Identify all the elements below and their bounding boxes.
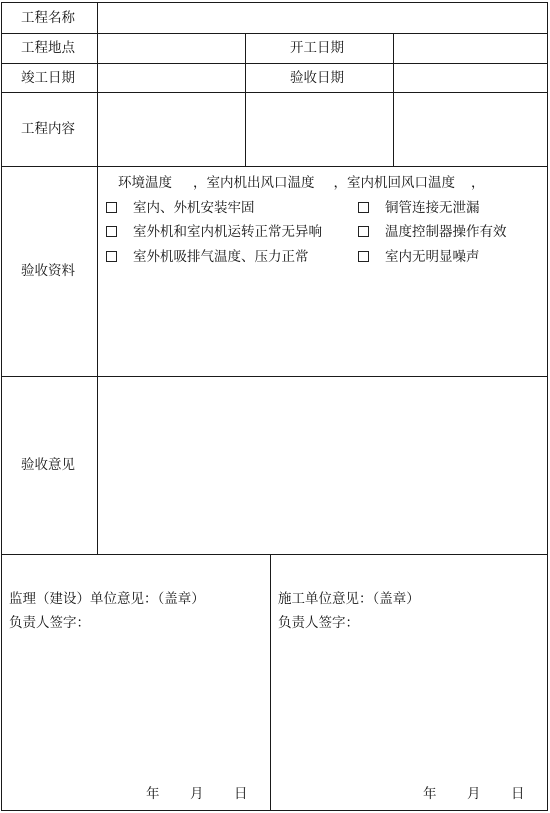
- temperature-line: [118, 175, 485, 191]
- checklist-item[interactable]: 室外机和室内机运转正常无异响: [106, 224, 322, 240]
- supervisor-date-day: 日: [234, 786, 248, 802]
- completion-date-field[interactable]: [99, 65, 244, 91]
- project-content-field[interactable]: [99, 94, 546, 165]
- project-location-label: 工程地点: [21, 40, 75, 56]
- border-right: [547, 2, 548, 811]
- signature-divider: [270, 554, 271, 810]
- start-date-label: 开工日期: [290, 40, 344, 56]
- checkbox[interactable]: [106, 251, 117, 262]
- project-name-label: 工程名称: [21, 10, 75, 26]
- contractor-signer-label: 负责人签字：: [278, 615, 359, 631]
- project-location-field[interactable]: [99, 35, 244, 62]
- row-divider: [1, 554, 548, 555]
- supervisor-date-year: 年: [146, 786, 160, 802]
- checklist-item[interactable]: 室内无明显噪声: [358, 249, 480, 265]
- border-bottom: [1, 810, 548, 811]
- contractor-date-year: 年: [423, 786, 437, 802]
- project-content-label: 工程内容: [21, 121, 75, 137]
- acceptance-date-field[interactable]: [395, 65, 546, 91]
- contractor-date-day: 日: [511, 786, 525, 802]
- contractor-opinion-label: 施工单位意见：（盖章）: [278, 591, 420, 607]
- project-name-field[interactable]: [99, 4, 546, 32]
- acceptance-data-label: 验收资料: [21, 263, 75, 279]
- border-left: [1, 2, 2, 811]
- row-divider: [1, 166, 548, 167]
- outlet-temp-label: ，室内机出风口温度: [193, 175, 315, 191]
- return-temp-label: ，室内机回风口温度: [333, 175, 455, 191]
- supervisor-date-month: 月: [190, 786, 204, 802]
- acceptance-opinion-field[interactable]: [99, 378, 546, 553]
- temp-line-end: ，: [471, 175, 485, 191]
- checklist-item[interactable]: 室内、外机安装牢固: [106, 200, 255, 216]
- acceptance-opinion-label: 验收意见: [21, 457, 75, 473]
- checkbox[interactable]: [106, 202, 117, 213]
- supervisor-signer-label: 负责人签字：: [9, 615, 90, 631]
- checkbox[interactable]: [358, 226, 369, 237]
- acceptance-date-label: 验收日期: [290, 70, 344, 86]
- supervisor-opinion-label: 监理（建设）单位意见：（盖章）: [9, 591, 205, 607]
- checklist-item[interactable]: 温度控制器操作有效: [358, 224, 507, 240]
- ambient-temp-label: 环境温度: [118, 175, 172, 191]
- checklist-item[interactable]: 铜管连接无泄漏: [358, 200, 480, 216]
- checkbox[interactable]: [358, 251, 369, 262]
- checkbox[interactable]: [106, 226, 117, 237]
- completion-date-label: 竣工日期: [21, 70, 75, 86]
- start-date-field[interactable]: [395, 35, 546, 62]
- checklist-item[interactable]: 室外机吸排气温度、压力正常: [106, 249, 309, 265]
- contractor-date-month: 月: [467, 786, 481, 802]
- checkbox[interactable]: [358, 202, 369, 213]
